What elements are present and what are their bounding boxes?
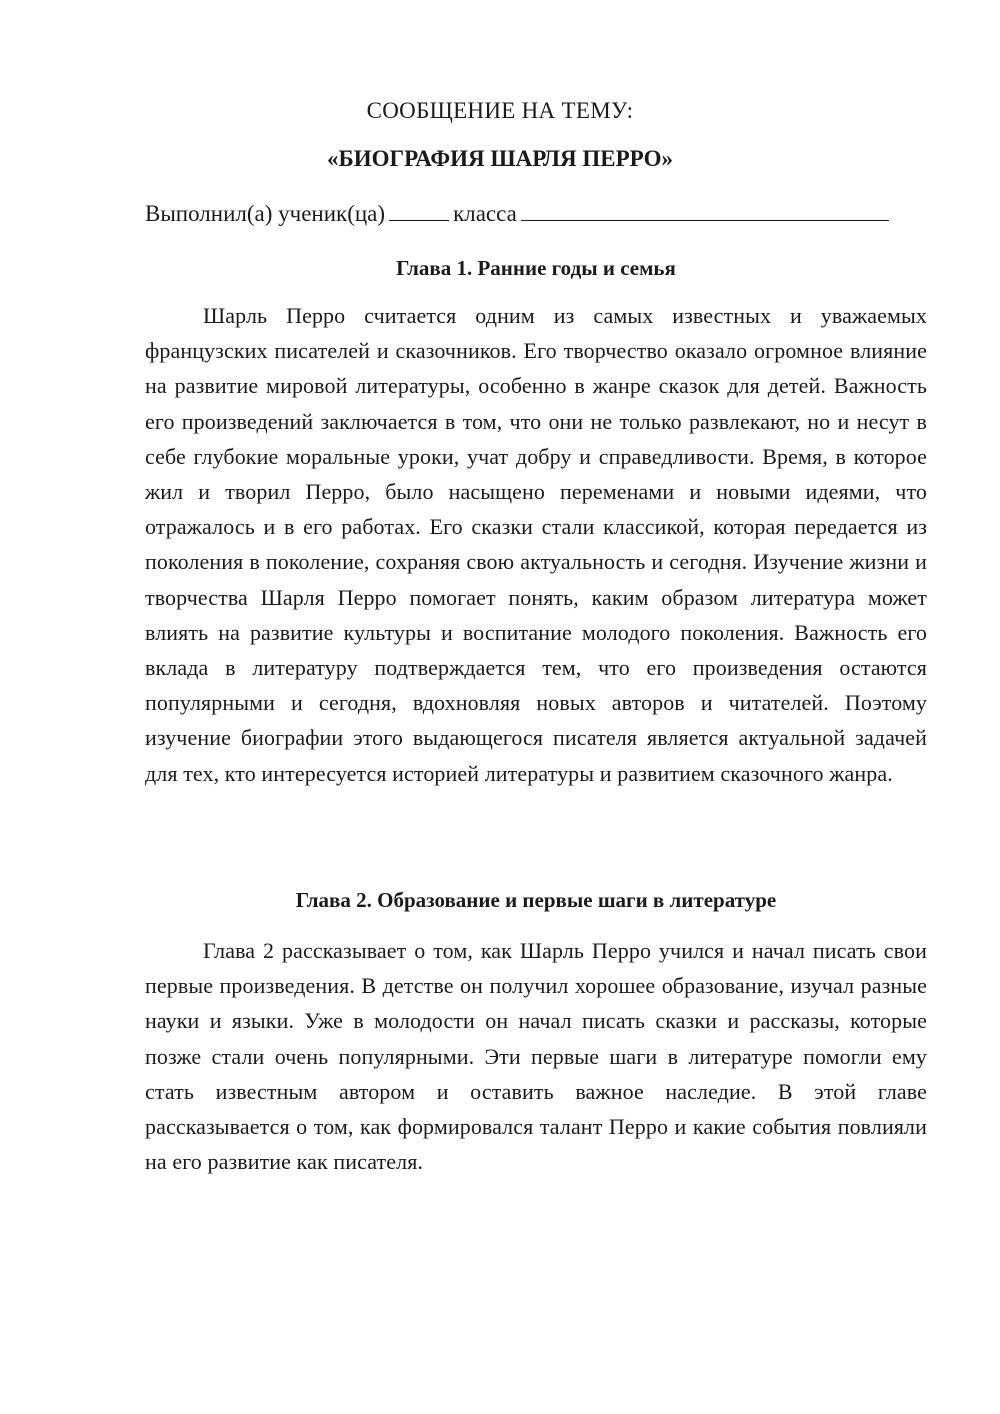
chapter-2-paragraph: Глава 2 рассказывает о том, как Шарль Перро учился и начал писать свои первые произведения. В детстве он получил хорошее образование, изучал разные науки и языки. Уже в молодости он начал писать сказки и рассказы, которые позже стали очень популярными. Эти первые шаги в литературе помогли ему стать известным автором и оставить важное наследие. В этой главе рассказывается о том, как формировался талант Перро и какие события повлияли на его развитие как писателя.	[145, 938, 927, 1175]
grade-blank-line	[389, 198, 449, 221]
chapter-1-paragraph: Шарль Перро считается одним из самых известных и уважаемых французских писателей и сказочников. Его творчество оказало огромное влияние на развитие мировой литературы, особенно в жанре сказок для детей. Важность его произведений заключается в том, что они не только развлекают, но и несут в себе глубокие моральные уроки, учат добру и справедливости. Время, в которое жил и творил Перро, было насыщено переменами и новыми идеями, что отражалось и в его работах. Его сказки стали классикой, которая передается из поколения в поколение, сохраняя свою актуальность и сегодня. Изучение жизни и творчества Шарля Перро помогает понять, каким образом литература может влиять на развитие культуры и воспитание молодого поколения. Важность его вклада в литературу подтверждается тем, что его произведения остаются популярными и сегодня, вдохновляя новых авторов и читателей. Поэтому изучение биографии этого выдающегося писателя является актуальной задачей для тех, кто интересуется историей литературы и развитием сказочного жанра.	[145, 303, 927, 786]
chapter-2-heading: Глава 2. Образование и первые шаги в литературе	[295, 888, 777, 912]
class-name-blank-line	[521, 198, 889, 221]
document-title-line-1: СООБЩЕНИЕ НА ТЕМУ:	[366, 98, 634, 123]
byline-class-label: класса	[453, 201, 517, 226]
document-title-line-2: «БИОГРАФИЯ ШАРЛЯ ПЕРРО»	[327, 146, 673, 171]
chapter-1-heading: Глава 1. Ранние годы и семья	[396, 256, 676, 280]
byline-prefix: Выполнил(а) ученик(ца)	[145, 201, 386, 226]
byline	[145, 198, 935, 229]
